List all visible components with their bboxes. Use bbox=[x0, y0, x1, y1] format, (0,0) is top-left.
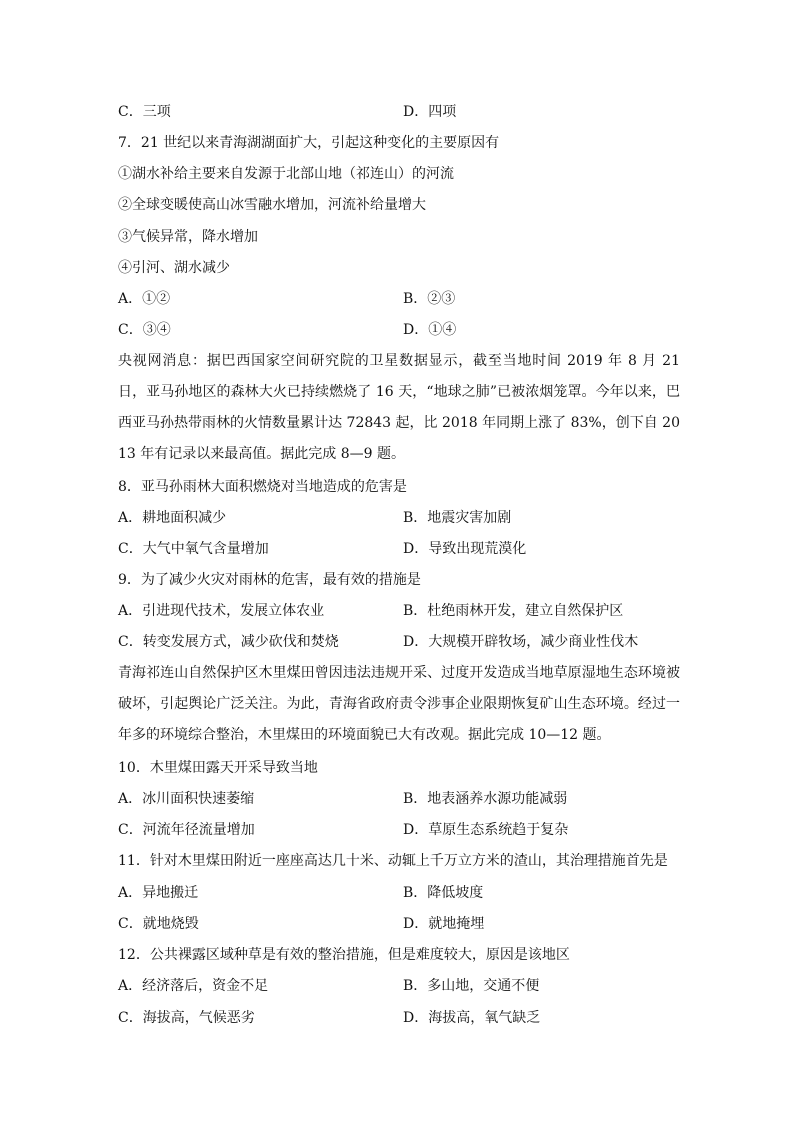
q10-option-c: C．河流年径流量增加 bbox=[118, 822, 255, 838]
q7-option-b: B．②③ bbox=[403, 291, 456, 307]
q12-option-c: C．海拔高，气候恶劣 bbox=[118, 1010, 255, 1026]
q6-option-d: D．四项 bbox=[403, 104, 457, 120]
q8-option-c: C．大气中氧气含量增加 bbox=[118, 541, 269, 557]
q9-option-c: C．转变发展方式，减少砍伐和焚烧 bbox=[118, 634, 339, 650]
q9-options-row-2 bbox=[118, 632, 678, 652]
q11-option-b: B．降低坡度 bbox=[403, 885, 484, 901]
q9-option-b: B．杜绝雨林开发，建立自然保护区 bbox=[403, 603, 624, 619]
q12-option-d: D．海拔高，氧气缺乏 bbox=[403, 1010, 541, 1026]
q7-item-1: ①湖水补给主要来自发源于北部山地（祁连山）的河流 bbox=[118, 166, 454, 182]
q11-option-d: D．就地掩埋 bbox=[403, 916, 485, 932]
q8-option-d: D．导致出现荒漠化 bbox=[403, 541, 527, 557]
q7-stem: 7．21 世纪以来青海湖湖面扩大，引起这种变化的主要原因有 bbox=[118, 135, 500, 151]
q10-options-row-2 bbox=[118, 820, 678, 840]
q8-option-b: B．地震灾害加剧 bbox=[403, 510, 512, 526]
q8-options-row-1 bbox=[118, 508, 678, 528]
q8-options-row-2 bbox=[118, 539, 678, 559]
q6-option-c: C．三项 bbox=[118, 104, 171, 120]
q12-options-row-1 bbox=[118, 976, 678, 996]
q8-option-a: A．耕地面积减少 bbox=[118, 510, 227, 526]
q12-options-row-2 bbox=[118, 1008, 678, 1028]
passage-amazon-fire: 央视网消息：据巴西国家空间研究院的卫星数据显示，截至当地时间 2019 年 8 月 21 日，亚马孙地区的森林大火已持续燃烧了 16 天，“地球之肺”已被浓烟笼罩。今年以来，巴西亚马孙热带雨林的火情数量累计达 72843 起，比 2018 年同期上涨了 83%，创下自 2013 年有记录以来最高值。据此完成 8—9 题。 bbox=[118, 353, 680, 462]
q10-option-b: B．地表涵养水源功能减弱 bbox=[403, 791, 568, 807]
q7-option-d: D．①④ bbox=[403, 322, 457, 338]
q7-item-4: ④引河、湖水减少 bbox=[118, 260, 230, 276]
q10-stem: 10．木里煤田露天开采导致当地 bbox=[118, 760, 318, 776]
q7-item-2: ②全球变暖使高山冰雪融水增加，河流补给量增大 bbox=[118, 197, 426, 213]
q7-option-c: C．③④ bbox=[118, 322, 171, 338]
q9-option-d: D．大规模开辟牧场，减少商业性伐木 bbox=[403, 634, 639, 650]
q8-stem: 8．亚马孙雨林大面积燃烧对当地造成的危害是 bbox=[118, 479, 407, 495]
q11-stem: 11．针对木里煤田附近一座座高达几十米、动辄上千万立方米的渣山，其治理措施首先是 bbox=[118, 853, 668, 869]
q10-option-a: A．冰川面积快速萎缩 bbox=[118, 791, 255, 807]
q11-options-row-2 bbox=[118, 914, 678, 934]
q10-options-row-1 bbox=[118, 789, 678, 809]
q7-item-3: ③气候异常，降水增加 bbox=[118, 229, 258, 245]
q11-options-row-1 bbox=[118, 883, 678, 903]
q6-options-row bbox=[118, 102, 678, 122]
q11-option-a: A．异地搬迁 bbox=[118, 885, 199, 901]
q11-option-c: C．就地烧毁 bbox=[118, 916, 199, 932]
q7-options-row-2 bbox=[118, 320, 678, 340]
q9-option-a: A．引进现代技术，发展立体农业 bbox=[118, 603, 325, 619]
q9-stem: 9．为了减少火灾对雨林的危害，最有效的措施是 bbox=[118, 572, 421, 588]
q12-option-a: A．经济落后，资金不足 bbox=[118, 978, 269, 994]
q9-options-row-1 bbox=[118, 601, 678, 621]
passage-muli-coalfield: 青海祁连山自然保护区木里煤田曾因违法违规开采、过度开发造成当地草原湿地生态环境被破坏，引起舆论广泛关注。为此，青海省政府责令涉事企业限期恢复矿山生态环境。经过一年多的环境综合整治，木里煤田的环境面貌已大有改观。据此完成 10—12 题。 bbox=[118, 665, 680, 743]
q12-option-b: B．多山地，交通不便 bbox=[403, 978, 540, 994]
q7-option-a: A．①② bbox=[118, 291, 171, 307]
q12-stem: 12．公共裸露区域种草是有效的整治措施，但是难度较大，原因是该地区 bbox=[118, 947, 570, 963]
q10-option-d: D．草原生态系统趋于复杂 bbox=[403, 822, 569, 838]
q7-options-row-1 bbox=[118, 289, 678, 309]
